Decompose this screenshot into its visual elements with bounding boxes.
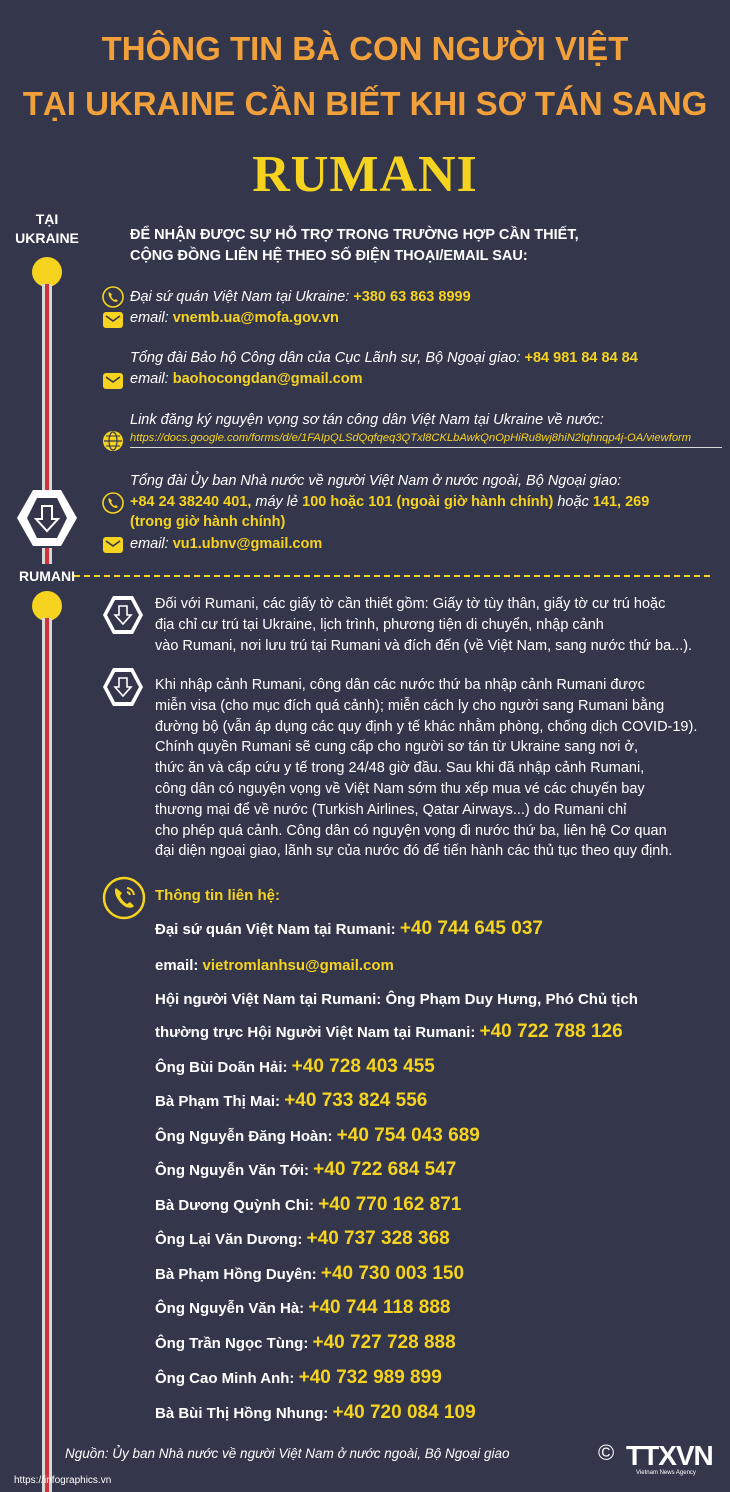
contact-row [155, 1297, 450, 1319]
hotline-email[interactable]: baohocongdan@gmail.com [172, 371, 363, 387]
title-line-2: TẠI UKRAINE CẦN BIẾT KHI SƠ TÁN SANG [22, 85, 708, 122]
para2-line: Chính quyền Rumani sẽ cung cấp cho người sơ tán từ Ukraine sang nơi ở, [155, 739, 639, 756]
contact-phone[interactable]: +40 727 728 888 [312, 1332, 456, 1353]
contact-row [155, 1402, 476, 1424]
down-arrow-icon [102, 666, 144, 708]
down-arrow-icon [102, 594, 144, 636]
contact-phone[interactable]: +40 728 403 455 [291, 1056, 435, 1077]
committee-email-row [130, 534, 322, 554]
committee-email[interactable]: vu1.ubnv@gmail.com [172, 536, 323, 552]
intro-line-1: ĐỂ NHẬN ĐƯỢC SỰ HỖ TRỢ TRONG TRƯỜNG HỢP CẦN THIẾT, [130, 227, 579, 243]
committee-phone-row [130, 492, 710, 512]
para1-line: Đối với Rumani, các giấy tờ cần thiết gồm: Giấy tờ tùy thân, giấy tờ cư trú hoặc [155, 596, 666, 612]
contact-row [155, 991, 638, 1008]
timeline-line-ukraine [42, 284, 52, 504]
timeline-line-rumani [42, 618, 52, 1492]
timeline-label-ukraine-1: TẠI [35, 211, 59, 227]
contact-label: email: [155, 957, 203, 974]
ttxvn-logo: TTXVN [626, 1440, 713, 1471]
para2-line: công dân có nguyện vọng về Việt Nam sớm thu xếp mua vé các chuyến bay [155, 780, 645, 797]
contact-title: Thông tin liên hệ: [155, 887, 280, 904]
contact-label: Hội người Việt Nam tại Rumani: Ông Phạm Duy Hưng, Phó Chủ tịch [155, 991, 638, 1008]
para2-line: thương mại để về nước (Turkish Airlines, Qatar Airways...) do Rumani chỉ [155, 801, 627, 818]
hotline-row [130, 348, 638, 368]
contact-phone[interactable]: +40 722 684 547 [313, 1159, 457, 1180]
committee-ext2: 141, 269 [592, 494, 650, 510]
globe-icon [102, 430, 124, 452]
timeline-dot-ukraine [32, 257, 62, 287]
contact-label: Ông Nguyễn Văn Tới: [155, 1162, 314, 1179]
timeline-dot-rumani [32, 591, 62, 621]
contact-row [155, 918, 543, 940]
embassy-ukraine-phone[interactable]: +380 63 863 8999 [353, 289, 471, 305]
hotline-email-row [130, 369, 362, 389]
contact-row [155, 1194, 461, 1216]
contact-label: Ông Lại Văn Dương: [155, 1231, 307, 1248]
contact-phone[interactable]: +40 770 162 871 [318, 1194, 462, 1215]
intro-line-2: CỘNG ĐỒNG LIÊN HỆ THEO SỐ ĐIỆN THOẠI/EMAIL SAU: [130, 248, 528, 264]
contact-phone[interactable]: +40 733 824 556 [284, 1090, 428, 1111]
contact-phone[interactable]: +40 737 328 368 [306, 1228, 450, 1249]
mail-icon [102, 535, 124, 555]
committee-phone[interactable]: +84 24 38240 401, [130, 494, 252, 510]
para2-line: đại diện ngoại giao, lãnh sự của nước đó để tiến hành các thủ tục theo quy định. [155, 843, 673, 860]
copyright-symbol: © [598, 1440, 615, 1465]
timeline-label-ukraine [8, 210, 86, 248]
contact-row [155, 1159, 456, 1181]
contact-phone[interactable]: +40 744 118 888 [308, 1297, 451, 1318]
contact-phone[interactable]: +40 754 043 689 [336, 1125, 480, 1146]
phone-icon [102, 286, 124, 308]
contact-label: Ông Nguyễn Văn Hà: [155, 1300, 309, 1317]
contact-row [155, 1263, 464, 1285]
embassy-ukraine-email[interactable]: vnemb.ua@mofa.gov.vn [172, 310, 339, 326]
committee-or: hoặc [553, 494, 593, 510]
down-arrow-icon [15, 486, 79, 550]
contact-label: Bà Phạm Hồng Duyên: [155, 1266, 321, 1283]
embassy-ukraine-row [130, 287, 471, 307]
committee-label: Tổng đài Ủy ban Nhà nước về người Việt Nam ở nước ngoài, Bộ Ngoại giao: [130, 473, 622, 489]
para2-line: thức ăn và cấp cứu y tế trong 24/48 giờ đầu. Sau khi đã nhập cảnh Rumani, [155, 760, 645, 777]
committee-ext: 100 hoặc 101 (ngoài giờ hành chính) [302, 494, 554, 510]
para2-line: đường bộ (vẫn áp dụng các quy định y tế khác nhằm phòng, chống dịch COVID-19). [155, 718, 698, 735]
phone-icon [102, 492, 124, 514]
contact-phone[interactable]: +40 720 084 109 [332, 1402, 476, 1423]
section-divider [74, 575, 710, 577]
registration-link[interactable]: https://docs.google.com/forms/d/e/1FAIpQLSdQqfqeq3QTxl8CKLbAwkQnOpHiRu8wj8hiN2lqhnqp4j-OA/viewform [130, 432, 722, 448]
contact-row [155, 1090, 427, 1112]
source-note: Nguồn: Ủy ban Nhà nước về người Việt Nam ở nước ngoài, Bộ Ngoại giao [65, 1446, 510, 1461]
contact-row [155, 1125, 480, 1147]
email-label: email: [130, 371, 173, 387]
title-line-1: THÔNG TIN BÀ CON NGƯỜI VIỆT [101, 30, 629, 67]
contact-label: Ông Cao Minh Anh: [155, 1370, 299, 1387]
contact-label: Bà Phạm Thị Mai: [155, 1093, 285, 1110]
romania-documents-paragraph [155, 594, 710, 656]
mail-icon [102, 310, 124, 330]
contact-email[interactable]: vietromlanhsu@gmail.com [202, 957, 394, 974]
email-label: email: [130, 536, 173, 552]
timeline-line-connector [42, 548, 52, 564]
embassy-ukraine-email-row [130, 308, 339, 328]
contact-label: Ông Bùi Doãn Hải: [155, 1059, 292, 1076]
contact-row [155, 1228, 450, 1250]
contact-label: thường trực Hội Người Việt Nam tại Rumani: [155, 1024, 480, 1041]
contact-label: Đại sứ quán Việt Nam tại Rumani: [155, 921, 400, 938]
para1-line: địa chỉ cư trú tại Ukraine, lịch trình, phương tiện di chuyển, nhập cảnh [155, 616, 604, 633]
email-label: email: [130, 310, 173, 326]
committee-ext2-note: (trong giờ hành chính) [130, 514, 286, 530]
timeline-label-ukraine-2: UKRAINE [15, 230, 79, 246]
committee-ext-label: máy lẻ [251, 494, 303, 510]
contact-label: Bà Dương Quỳnh Chi: [155, 1197, 319, 1214]
phone-circle-icon [102, 876, 146, 920]
timeline-label-rumani: RUMANI [19, 568, 75, 584]
contact-row [155, 1367, 442, 1389]
contact-phone[interactable]: +40 730 003 150 [320, 1263, 465, 1284]
hotline-label: Tổng đài Bảo hộ Công dân của Cục Lãnh sự, Bộ Ngoại giao: [130, 350, 525, 366]
logo-subtitle: Vietnam News Agency [636, 1470, 696, 1476]
contact-label: Bà Bùi Thị Hồng Nhung: [155, 1405, 333, 1422]
contact-phone[interactable]: +40 732 989 899 [298, 1367, 442, 1388]
romania-entry-paragraph [155, 675, 710, 862]
para2-line: cho phép quá cảnh. Công dân có nguyện vọng đi nước thứ ba, liên hệ Cơ quan [155, 822, 667, 839]
contact-phone[interactable]: +40 722 788 126 [479, 1021, 623, 1042]
para2-line: Khi nhập cảnh Rumani, công dân các nước thứ ba nhập cảnh Rumani được [155, 677, 645, 693]
contact-row [155, 1056, 435, 1078]
contact-phone[interactable]: +40 744 645 037 [399, 918, 543, 939]
link-label: Link đăng ký nguyện vọng sơ tán công dân Việt Nam tại Ukraine về nước: [130, 412, 604, 428]
contact-label: Ông Nguyễn Đăng Hoàn: [155, 1128, 337, 1145]
contact-label: Ông Trần Ngọc Tùng: [155, 1335, 313, 1352]
site-url[interactable]: https://infographics.vn [14, 1475, 112, 1486]
mail-icon [102, 371, 124, 391]
ukraine-intro [130, 225, 690, 267]
para1-line: vào Rumani, nơi lưu trú tại Rumani và đích đến (về Việt Nam, sang nước thứ ba...). [155, 637, 693, 654]
hotline-phone[interactable]: +84 981 84 84 84 [524, 350, 638, 366]
embassy-ukraine-label: Đại sứ quán Việt Nam tại Ukraine: [130, 289, 354, 305]
title-line-3: RUMANI [252, 146, 478, 203]
para2-line: miễn visa (cho mục đích quá cảnh); miễn cách ly cho người sang Rumani bằng [155, 697, 665, 714]
contact-row [155, 1332, 456, 1354]
contact-row [155, 1021, 623, 1043]
contact-row [155, 957, 394, 974]
